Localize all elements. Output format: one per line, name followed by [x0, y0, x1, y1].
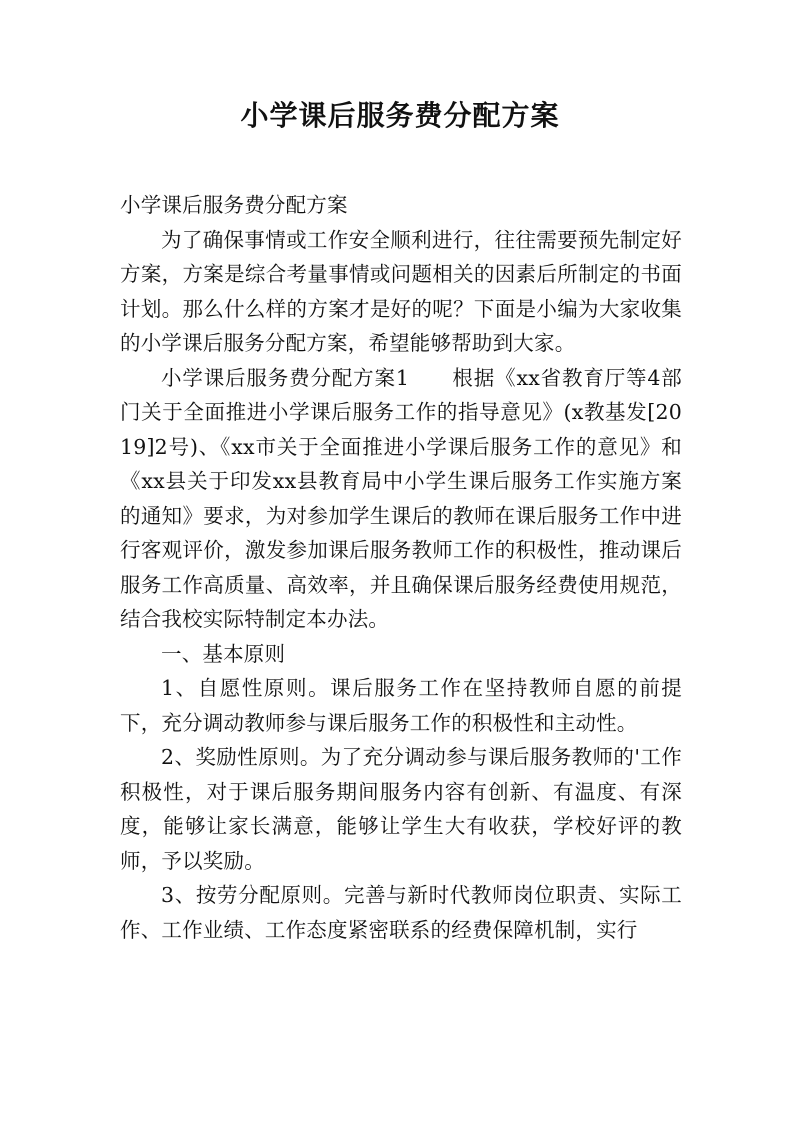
- principle-distribution-paragraph: 3、按劳分配原则。完善与新时代教师岗位职责、实际工作、工作业绩、工作态度紧密联系的经费保障机制，实行: [120, 883, 682, 942]
- subtitle-paragraph: 小学课后服务费分配方案: [120, 193, 348, 217]
- principle-reward-paragraph: 2、奖励性原则。为了充分调动参与课后服务教师的'工作积极性，对于课后服务期间服务内容有创新、有温度、有深度，能够让家长满意，能够让学生大有收获，学校好评的教师，予以奖励。: [120, 745, 682, 873]
- section-heading-basic-principles: 一、基本原则: [161, 641, 286, 666]
- intro-paragraph: 为了确保事情或工作安全顺利进行，往往需要预先制定好方案，方案是综合考量事情或问题相关的因素后所制定的书面计划。那么什么样的方案才是好的呢？下面是小编为大家收集的小学课后服务分配方案，希望能够帮助到大家。: [120, 227, 682, 355]
- document-title: 小学课后服务费分配方案: [240, 99, 560, 132]
- principle-voluntary-paragraph: 1、自愿性原则。课后服务工作在坚持教师自愿的前提下，充分调动教师参与课后服务工作的积极性和主动性。: [120, 676, 682, 735]
- document-body: [120, 188, 682, 947]
- plan-one-paragraph: 小学课后服务费分配方案1 根据《xx省教育厅等4部门关于全面推进小学课后服务工作的指导意见》(x教基发[2019]2号)、《xx市关于全面推进小学课后服务工作的意见》和《xx县关于印发xx县教育局中小学生课后服务工作实施方案的通知》要求，为对参加学生课后的教师在课后服务工作中进行客观评价，激发参加课后服务教师工作的积极性，推动课后服务工作高质量、高效率，并且确保课后服务经费使用规范，结合我校实际特制定本办法。: [120, 365, 682, 631]
